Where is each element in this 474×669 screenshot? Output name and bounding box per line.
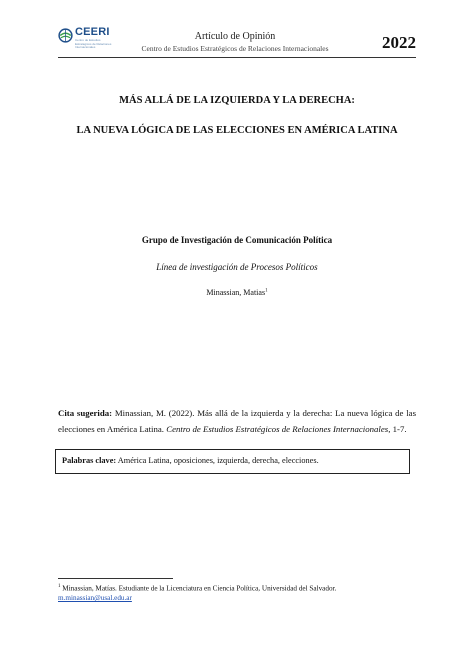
footnote-mark: 1 bbox=[58, 584, 61, 589]
author-name: Minassian, Matias bbox=[206, 288, 266, 297]
keywords-box bbox=[55, 449, 410, 474]
citation-label: Cita sugerida: bbox=[58, 408, 113, 418]
header-subtitle: Centro de Estudios Estratégicos de Relaciones Internacionales bbox=[141, 44, 329, 53]
citation-journal: Centro de Estudios Estratégicos de Relaciones Internacionales bbox=[166, 424, 389, 434]
citation-pages: , 1-7. bbox=[388, 424, 407, 434]
citation-text: Minassian, M. (2022). Más allá de la izquierda y la derecha: La nueva lógica de las elecciones en América Latina. bbox=[58, 408, 417, 434]
research-group: Grupo de Investigación de Comunicación Política bbox=[141, 235, 333, 245]
title-line-2: LA NUEVA LÓGICA DE LAS ELECCIONES EN AMÉRICA LATINA bbox=[76, 125, 398, 136]
title-line-1: MÁS ALLÁ DE LA IZQUIERDA Y LA DERECHA: bbox=[119, 95, 355, 106]
author bbox=[40, 288, 434, 297]
author-footnote-mark[interactable]: 1 bbox=[265, 288, 268, 294]
footnote-divider bbox=[58, 578, 173, 579]
logo-subtitle: Centro de Estudios Estratégicos de Relaciones Internacionales bbox=[75, 38, 112, 49]
header-year: 2022 bbox=[382, 33, 416, 52]
research-line: Línea de investigación de Procesos Políticos bbox=[156, 262, 318, 272]
ceeri-logo bbox=[58, 27, 118, 53]
footnote-text: Minassian, Matías. Estudiante de la Licenciatura en Ciencia Política, Universidad del Salvador. bbox=[60, 584, 337, 593]
footnote bbox=[58, 582, 418, 603]
logo-name: CEERI bbox=[75, 26, 110, 38]
author-email-link[interactable]: m.minassian@usal.edu.ar bbox=[58, 594, 132, 603]
suggested-citation bbox=[58, 405, 416, 437]
header-divider bbox=[58, 57, 416, 58]
keywords-label: Palabras clave: bbox=[62, 456, 117, 465]
header-title: Artículo de Opinión bbox=[194, 31, 276, 42]
keywords-text: América Latina, oposiciones, izquierda, derecha, elecciones. bbox=[116, 456, 319, 465]
globe-icon bbox=[58, 28, 73, 43]
